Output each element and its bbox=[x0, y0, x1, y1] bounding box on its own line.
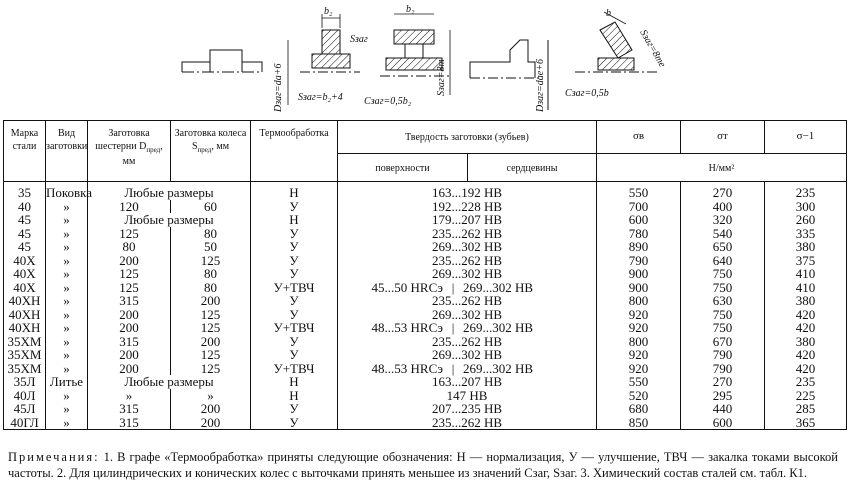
table-row bbox=[4, 267, 847, 281]
blank-type: » bbox=[46, 281, 88, 295]
gear-size: 125 bbox=[88, 267, 171, 281]
sigma-b: 550 bbox=[597, 375, 681, 389]
sigma-m1: 285 bbox=[765, 402, 847, 416]
gear-size: 200 bbox=[88, 308, 171, 322]
table-row bbox=[4, 389, 847, 403]
steel-grade: 45 bbox=[4, 240, 46, 254]
steel-grade: 40Х bbox=[4, 267, 46, 281]
wheel-size: 200 bbox=[171, 335, 251, 349]
hardness: 235...262 НВ bbox=[338, 254, 597, 268]
blank-type: » bbox=[46, 267, 88, 281]
hardness: 235...262 НВ bbox=[338, 227, 597, 241]
note-2: 2. Для цилиндрических и конических колес с выточками принять меньшее из значений Сзаг, Sзаг. bbox=[56, 466, 581, 480]
sigma-m1: 420 bbox=[765, 321, 847, 335]
hardness: 163...207 НВ bbox=[338, 375, 597, 389]
sigma-m1: 335 bbox=[765, 227, 847, 241]
steel-grade: 45Л bbox=[4, 402, 46, 416]
notes-label: Примечания: bbox=[8, 450, 100, 464]
sigma-b: 790 bbox=[597, 254, 681, 268]
c-formula: Сзаг=0,5b₂ bbox=[364, 96, 412, 107]
gear-size: 125 bbox=[88, 227, 171, 241]
table-row bbox=[4, 308, 847, 322]
sigma-b: 600 bbox=[597, 213, 681, 227]
sigma-m1: 260 bbox=[765, 213, 847, 227]
sigma-b: 550 bbox=[597, 182, 681, 200]
sigma-m1: 235 bbox=[765, 375, 847, 389]
blank-type: » bbox=[46, 335, 88, 349]
gear-size: 315 bbox=[88, 416, 171, 430]
core-hardness: 269...302 НВ bbox=[463, 360, 534, 376]
sigma-t: 540 bbox=[681, 227, 765, 241]
steel-grade: 40Л bbox=[4, 389, 46, 403]
b-label: b bbox=[606, 8, 611, 19]
s-formula: Sзаг=b₂+4 bbox=[298, 92, 343, 103]
sigma-t: 790 bbox=[681, 348, 765, 362]
steels-table-body: Марка стали Вид заготовки Заготовка шестерни $D_{пред}$, мм Заготовка колеса $S_{пред}$, мм Термообработка Твердость заготовки (зубьев) σв σт σ−1 поверхности сердцевины Н/мм² 35 Поковка Любые размеры Н 163...192 НВ 550 270 235 40 » 120 60 У 192...228 НВ 700 400 300 45 » Любые размеры Н 179...207 НВ 600 320 260 45 » 125 80 У 235...262 НВ 780 540 335 45 » 80 50 У 269...302 НВ 890 650 380 40Х » 200 125 У 235...262 НВ 790 640 375 40Х » 125 80 У 269...302 НВ 900 750 410 40Х » 125 80 У+ТВЧ 45...50 НRСэ | 269...302 НВ 900 750 410 40ХН » 315 200 У 235...262 НВ 800 630 380 40ХН » 200 125 У 269...302 НВ 920 750 420 40ХН » 200 125 У+ТВЧ 48...53 НRСэ | 269...302 НВ 920 750 420 35ХМ » 315 200 У 235...262 НВ 800 670 380 35ХМ » 200 125 У 269...302 НВ 920 790 420 35ХМ » 200 125 У+ТВЧ 48...53 НRСэ | 269...302 НВ 920 790 420 35Л Литье Любые размеры Н 163...207 НВ 550 270 235 40Л » » » Н 147 НВ 520 295 225 45Л » 315 200 У 207...235 НВ 680 440 285 40ГЛ » 315 200 У 235...262 НВ 850 600 365 bbox=[3, 120, 847, 430]
any-size: Любые размеры bbox=[88, 182, 251, 200]
c-formula-2: Сзаг=0,5b bbox=[565, 88, 609, 99]
sigma-m1: 235 bbox=[765, 182, 847, 200]
heat-treatment: У+ТВЧ bbox=[251, 362, 338, 376]
table-row bbox=[4, 254, 847, 268]
s-blank-label: Sзаг bbox=[350, 34, 368, 45]
s-bevel-label: Sзаг=8те bbox=[637, 28, 668, 70]
wheel-size: 125 bbox=[171, 308, 251, 322]
steel-grade: 40ГЛ bbox=[4, 416, 46, 430]
steel-grade: 35ХМ bbox=[4, 335, 46, 349]
table-row bbox=[4, 321, 847, 335]
b2-label: b₂ bbox=[324, 6, 333, 17]
hardness: 269...302 НВ bbox=[338, 308, 597, 322]
table-row bbox=[4, 362, 847, 376]
wheel-size: 125 bbox=[171, 362, 251, 376]
heat-treatment: У bbox=[251, 254, 338, 268]
sigma-t: 270 bbox=[681, 182, 765, 200]
gear-size: 200 bbox=[88, 362, 171, 376]
sigma-t: 750 bbox=[681, 281, 765, 295]
table-row bbox=[4, 281, 847, 295]
sigma-m1: 410 bbox=[765, 281, 847, 295]
table-row bbox=[4, 227, 847, 241]
blank-type: » bbox=[46, 362, 88, 376]
table-row bbox=[4, 335, 847, 349]
steel-grade: 40Х bbox=[4, 254, 46, 268]
heat-treatment: Н bbox=[251, 182, 338, 200]
sigma-b: 520 bbox=[597, 389, 681, 403]
hardness: 235...262 НВ bbox=[338, 335, 597, 349]
sigma-t: 640 bbox=[681, 254, 765, 268]
sigma-b: 920 bbox=[597, 308, 681, 322]
heat-treatment: Н bbox=[251, 213, 338, 227]
sigma-t: 790 bbox=[681, 362, 765, 376]
s-blank-label-2: Sзаг=8т bbox=[436, 59, 447, 96]
wheel-size: 125 bbox=[171, 321, 251, 335]
sigma-b: 920 bbox=[597, 348, 681, 362]
steel-grade: 40 bbox=[4, 200, 46, 214]
surface-hardness: 48...53 НRСэ bbox=[371, 360, 443, 376]
hardness-divider: | bbox=[451, 360, 455, 376]
heat-treatment: У bbox=[251, 416, 338, 430]
blank-type: Поковка bbox=[46, 182, 88, 200]
hardness: 269...302 НВ bbox=[338, 348, 597, 362]
hardness-split bbox=[338, 321, 597, 335]
col-core-header: сердцевины bbox=[468, 154, 597, 182]
blank-type: » bbox=[46, 254, 88, 268]
gear-size: 200 bbox=[88, 348, 171, 362]
blank-type: » bbox=[46, 240, 88, 254]
sigma-t: 600 bbox=[681, 416, 765, 430]
sigma-t: 320 bbox=[681, 213, 765, 227]
surface-hardness: 48...53 НRСэ bbox=[371, 320, 443, 335]
any-size: Любые размеры bbox=[88, 213, 251, 227]
gear-size: 315 bbox=[88, 402, 171, 416]
blank-type: » bbox=[46, 402, 88, 416]
steel-grade: 40ХН bbox=[4, 294, 46, 308]
sigma-m1: 225 bbox=[765, 389, 847, 403]
sigma-t: 670 bbox=[681, 335, 765, 349]
heat-treatment: У bbox=[251, 348, 338, 362]
blank-diagrams bbox=[0, 0, 849, 118]
table-row bbox=[4, 200, 847, 214]
note-3: 3. Химический состав сталей см. табл. К1. bbox=[580, 466, 807, 480]
sigma-b: 850 bbox=[597, 416, 681, 430]
heat-treatment: Н bbox=[251, 375, 338, 389]
core-hardness: 269...302 НВ bbox=[463, 279, 534, 295]
wheel-size: 80 bbox=[171, 281, 251, 295]
steel-grade: 40ХН bbox=[4, 321, 46, 335]
wheel-size: 125 bbox=[171, 254, 251, 268]
sigma-b: 900 bbox=[597, 281, 681, 295]
note-1: 1. В графе «Термообработка» приняты следующие обозначения: Н — нормализация, У — улучшение, ТВЧ — закалка токами высокой частоты. bbox=[8, 450, 838, 480]
steel-grade: 35 bbox=[4, 182, 46, 200]
steel-grade: 40ХН bbox=[4, 308, 46, 322]
sigma-m1: 420 bbox=[765, 348, 847, 362]
hardness-split bbox=[338, 281, 597, 295]
core-hardness: 269...302 НВ bbox=[463, 320, 534, 335]
heat-treatment: У+ТВЧ bbox=[251, 321, 338, 335]
col-sigma-m1-header: σ−1 bbox=[796, 130, 815, 142]
hardness: 147 НВ bbox=[338, 389, 597, 403]
sigma-m1: 420 bbox=[765, 308, 847, 322]
b2-label-2: b₂ bbox=[406, 4, 415, 15]
steel-grade: 35ХМ bbox=[4, 362, 46, 376]
heat-treatment: У bbox=[251, 335, 338, 349]
steel-grade: 35Л bbox=[4, 375, 46, 389]
sigma-b: 900 bbox=[597, 267, 681, 281]
steel-grade: 45 bbox=[4, 227, 46, 241]
sigma-m1: 300 bbox=[765, 200, 847, 214]
sigma-m1: 380 bbox=[765, 294, 847, 308]
blank-type: » bbox=[46, 321, 88, 335]
heat-treatment: У bbox=[251, 267, 338, 281]
steel-grade: 35ХМ bbox=[4, 348, 46, 362]
sigma-b: 800 bbox=[597, 335, 681, 349]
sigma-b: 700 bbox=[597, 200, 681, 214]
notes bbox=[8, 449, 838, 481]
gear-size: 80 bbox=[88, 240, 171, 254]
hardness: 235...262 НВ bbox=[338, 294, 597, 308]
sigma-m1: 380 bbox=[765, 335, 847, 349]
heat-treatment: У bbox=[251, 200, 338, 214]
surface-hardness: 45...50 НRСэ bbox=[371, 279, 443, 295]
sigma-m1: 420 bbox=[765, 362, 847, 376]
table-row bbox=[4, 348, 847, 362]
blank-type: » bbox=[46, 294, 88, 308]
heat-treatment: Н bbox=[251, 389, 338, 403]
wheel-size: 80 bbox=[171, 227, 251, 241]
wheel-size: 60 bbox=[171, 200, 251, 214]
heat-treatment: У+ТВЧ bbox=[251, 281, 338, 295]
blank-type: » bbox=[46, 213, 88, 227]
wheel-size: 50 bbox=[171, 240, 251, 254]
wheel-size: 200 bbox=[171, 402, 251, 416]
gear-size: » bbox=[88, 389, 171, 403]
diameter-label-2: Dзаг=dae+6 bbox=[535, 59, 546, 112]
sigma-t: 440 bbox=[681, 402, 765, 416]
wheel-size: 200 bbox=[171, 294, 251, 308]
heat-treatment: У bbox=[251, 294, 338, 308]
hardness-divider: | bbox=[451, 279, 455, 295]
steel-grade: 45 bbox=[4, 213, 46, 227]
table-row bbox=[4, 416, 847, 430]
table-row bbox=[4, 294, 847, 308]
blank-type: » bbox=[46, 227, 88, 241]
hardness-split bbox=[338, 362, 597, 376]
hardness: 179...207 НВ bbox=[338, 213, 597, 227]
blank-type: Литье bbox=[46, 375, 88, 389]
blank-type: » bbox=[46, 389, 88, 403]
sigma-m1: 365 bbox=[765, 416, 847, 430]
sigma-t: 630 bbox=[681, 294, 765, 308]
heat-treatment: У bbox=[251, 308, 338, 322]
gear-size: 315 bbox=[88, 294, 171, 308]
heat-treatment: У bbox=[251, 227, 338, 241]
heat-treatment: У bbox=[251, 240, 338, 254]
gear-size: 125 bbox=[88, 281, 171, 295]
diameter-label: Dзаг=dа+6 bbox=[273, 63, 284, 112]
table-row bbox=[4, 402, 847, 416]
blank-type: » bbox=[46, 416, 88, 430]
sigma-t: 270 bbox=[681, 375, 765, 389]
hardness: 269...302 НВ bbox=[338, 267, 597, 281]
sigma-t: 750 bbox=[681, 267, 765, 281]
gear-size: 315 bbox=[88, 335, 171, 349]
blank-type: » bbox=[46, 200, 88, 214]
wheel-size: 80 bbox=[171, 267, 251, 281]
wheel-size: 200 bbox=[171, 416, 251, 430]
unit-header: Н/мм² bbox=[597, 154, 847, 182]
table-row bbox=[4, 182, 847, 200]
gear-size: 200 bbox=[88, 321, 171, 335]
sigma-b: 920 bbox=[597, 321, 681, 335]
wheel-size: 125 bbox=[171, 348, 251, 362]
table-row bbox=[4, 375, 847, 389]
hardness: 235...262 НВ bbox=[338, 416, 597, 430]
gear-size: 120 bbox=[88, 200, 171, 214]
sigma-b: 780 bbox=[597, 227, 681, 241]
blank-type: » bbox=[46, 348, 88, 362]
sigma-b: 920 bbox=[597, 362, 681, 376]
sigma-b: 800 bbox=[597, 294, 681, 308]
sigma-t: 750 bbox=[681, 308, 765, 322]
table-row bbox=[4, 213, 847, 227]
hardness: 192...228 НВ bbox=[338, 200, 597, 214]
wheel-size: » bbox=[171, 389, 251, 403]
hardness: 207...235 НВ bbox=[338, 402, 597, 416]
sigma-t: 295 bbox=[681, 389, 765, 403]
steel-grade: 40Х bbox=[4, 281, 46, 295]
hardness-divider: | bbox=[451, 320, 455, 335]
col-surface-header: поверхности bbox=[338, 154, 468, 182]
sigma-b: 890 bbox=[597, 240, 681, 254]
any-size: Любые размеры bbox=[88, 375, 251, 389]
gear-size: 200 bbox=[88, 254, 171, 268]
sigma-t: 750 bbox=[681, 321, 765, 335]
hardness: 269...302 НВ bbox=[338, 240, 597, 254]
hardness: 163...192 НВ bbox=[338, 182, 597, 200]
sigma-t: 400 bbox=[681, 200, 765, 214]
sigma-m1: 375 bbox=[765, 254, 847, 268]
sigma-m1: 410 bbox=[765, 267, 847, 281]
sigma-t: 650 bbox=[681, 240, 765, 254]
table-row bbox=[4, 240, 847, 254]
heat-treatment: У bbox=[251, 402, 338, 416]
pinion-shaft-sketch bbox=[182, 50, 262, 72]
sigma-m1: 380 bbox=[765, 240, 847, 254]
sigma-b: 680 bbox=[597, 402, 681, 416]
blank-type: » bbox=[46, 308, 88, 322]
